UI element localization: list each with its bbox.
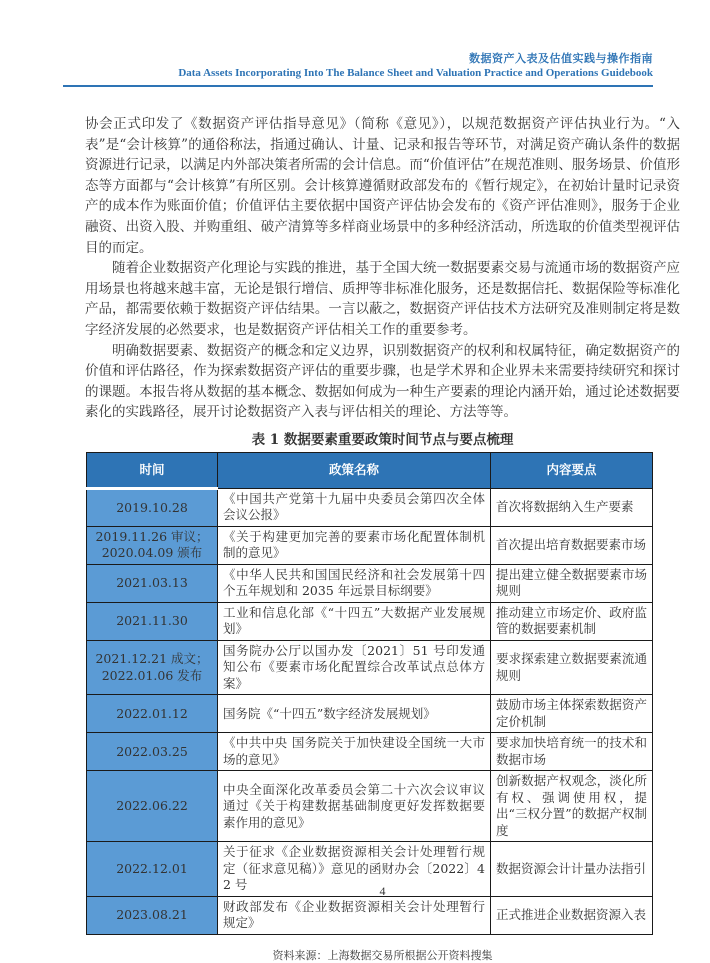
- cell-policy-name: 国务院《“十四五”数字经济发展规划》: [218, 695, 491, 733]
- cell-policy-name: 《中华人民共和国国民经济和社会发展第十四个五年规划和 2035 年远景目标纲要》: [218, 564, 491, 602]
- cell-policy-name: 《关于构建更加完善的要素市场化配置体制机制的意见》: [218, 526, 491, 564]
- table-row: [87, 640, 653, 695]
- body-paragraph: 随着企业数据资产化理论与实践的推进，基于全国大统一数据要素交易与流通市场的数据资产应用场景也将越来越丰富，无论是银行增信、质押等非标准化服务，还是数据信托、数据保险等标准化产品，都需要依赖于数据资产评估结果。一言以蔽之，数据资产评估技术方法研究及准则制定将是数字经济发展的必然要求，也是数据资产评估相关工作的重要参考。: [85, 260, 680, 338]
- cell-content-points: 首次将数据纳入生产要素: [491, 488, 653, 526]
- cell-policy-name: 财政部发布《企业数据资源相关会计处理暂行规定》: [218, 896, 491, 934]
- cell-date: 2021.12.21 成文；2022.01.06 发布: [87, 640, 218, 695]
- cell-policy-name: 国务院办公厅以国办发〔2021〕51 号印发通知公布《要素市场化配置综合改革试点总体方案》: [218, 640, 491, 695]
- table-source-note: 资料来源：上海数据交易所根据公开资料搜集: [272, 948, 493, 962]
- page-body: [85, 114, 680, 963]
- cell-policy-name: 《中共中央 国务院关于加快建设全国统一大市场的意见》: [218, 733, 491, 771]
- table-row: [87, 695, 653, 733]
- cell-content-points: 创新数据产权观念，淡化所有权、强调使用权，提出“三权分置”的数据产权制度: [491, 771, 653, 842]
- column-header-time: 时间: [87, 452, 218, 488]
- table-row: [87, 564, 653, 602]
- cell-content-points: 鼓励市场主体探索数据资产定价机制: [491, 695, 653, 733]
- table-row: [87, 896, 653, 934]
- cell-date: 2019.11.26 审议；2020.04.09 颁布: [87, 526, 218, 564]
- cell-date: 2021.11.30: [87, 602, 218, 640]
- policy-table: [86, 452, 653, 935]
- table-header-row: [87, 452, 653, 488]
- column-header-policy: 政策名称: [218, 452, 491, 488]
- body-paragraph: 明确数据要素、数据资产的概念和定义边界，识别数据资产的权利和权属特征，确定数据资产的价值和评估路径，作为探索数据资产评估的重要步骤，也是学术界和企业界未来需要持续研究和探讨的课题。本报告将从数据的基本概念、数据如何成为一种生产要素的理论内涵开始，通过论述数据要素化的实践路径，展开讨论数据资产入表与评估相关的理论、方法等等。: [85, 342, 680, 421]
- table-caption: 表 1 数据要素重要政策时间节点与要点梳理: [251, 431, 514, 448]
- header-title-zh: 数据资产入表及估值实践与操作指南: [469, 52, 653, 65]
- cell-content-points: 正式推进企业数据资源入表: [491, 896, 653, 934]
- cell-policy-name: 中央全面深化改革委员会第二十六次会议审议通过《关于构建数据基础制度更好发挥数据要素作用的意见》: [218, 771, 491, 842]
- table-row: [87, 771, 653, 842]
- cell-date: 2019.10.28: [87, 488, 218, 526]
- page-number: 4: [379, 884, 386, 898]
- cell-content-points: 要求探索建立数据要素流通规则: [491, 640, 653, 695]
- table-row: [87, 488, 653, 526]
- cell-date: 2022.01.12: [87, 695, 218, 733]
- page-header: [63, 52, 653, 87]
- column-header-points: 内容要点: [491, 452, 653, 488]
- cell-date: 2022.06.22: [87, 771, 218, 842]
- cell-date: 2023.08.21: [87, 896, 218, 934]
- cell-date: 2022.03.25: [87, 733, 218, 771]
- table-row: [87, 526, 653, 564]
- cell-date: 2021.03.13: [87, 564, 218, 602]
- cell-content-points: 提出建立健全数据要素市场规则: [491, 564, 653, 602]
- body-paragraph: 协会正式印发了《数据资产评估指导意见》（简称《意见》），以规范数据资产评估执业行为。“入表”是“会计核算”的通俗称法，指通过确认、计量、记录和报告等环节，对满足资产确认条件的数据资源进行记录，以满足内外部决策者所需的会计信息。而“价值评估”在规范准则、服务场景、价值形态等方面都与“会计核算”有所区别。会计核算遵循财政部发布的《暂行规定》，在初始计量时记录资产的成本作为账面价值；价值评估主要依据中国资产评估协会发布的《资产评估准则》，服务于企业融资、出资入股、并购重组、破产清算等多样商业场景中的多种经济活动，所选取的价值类型视评估目的而定。: [85, 116, 680, 256]
- cell-policy-name: 工业和信息化部《“十四五”大数据产业发展规划》: [218, 602, 491, 640]
- table-row: [87, 733, 653, 771]
- header-title-en: Data Assets Incorporating Into The Balance Sheet and Valuation Practice and Operations Guidebook: [178, 67, 653, 79]
- cell-content-points: 首次提出培育数据要素市场: [491, 526, 653, 564]
- cell-content-points: 数据资源会计计量办法指引: [491, 842, 653, 897]
- cell-content-points: 要求加快培育统一的技术和数据市场: [491, 733, 653, 771]
- cell-date: 2022.12.01: [87, 842, 218, 897]
- cell-policy-name: 《中国共产党第十九届中央委员会第四次全体会议公报》: [218, 488, 491, 526]
- cell-policy-name: 关于征求《企业数据资源相关会计处理暂行规定（征求意见稿）》意见的函财办会〔2022〕42 号: [218, 842, 491, 897]
- cell-content-points: 推动建立市场定价、政府监管的数据要素机制: [491, 602, 653, 640]
- table-row: [87, 602, 653, 640]
